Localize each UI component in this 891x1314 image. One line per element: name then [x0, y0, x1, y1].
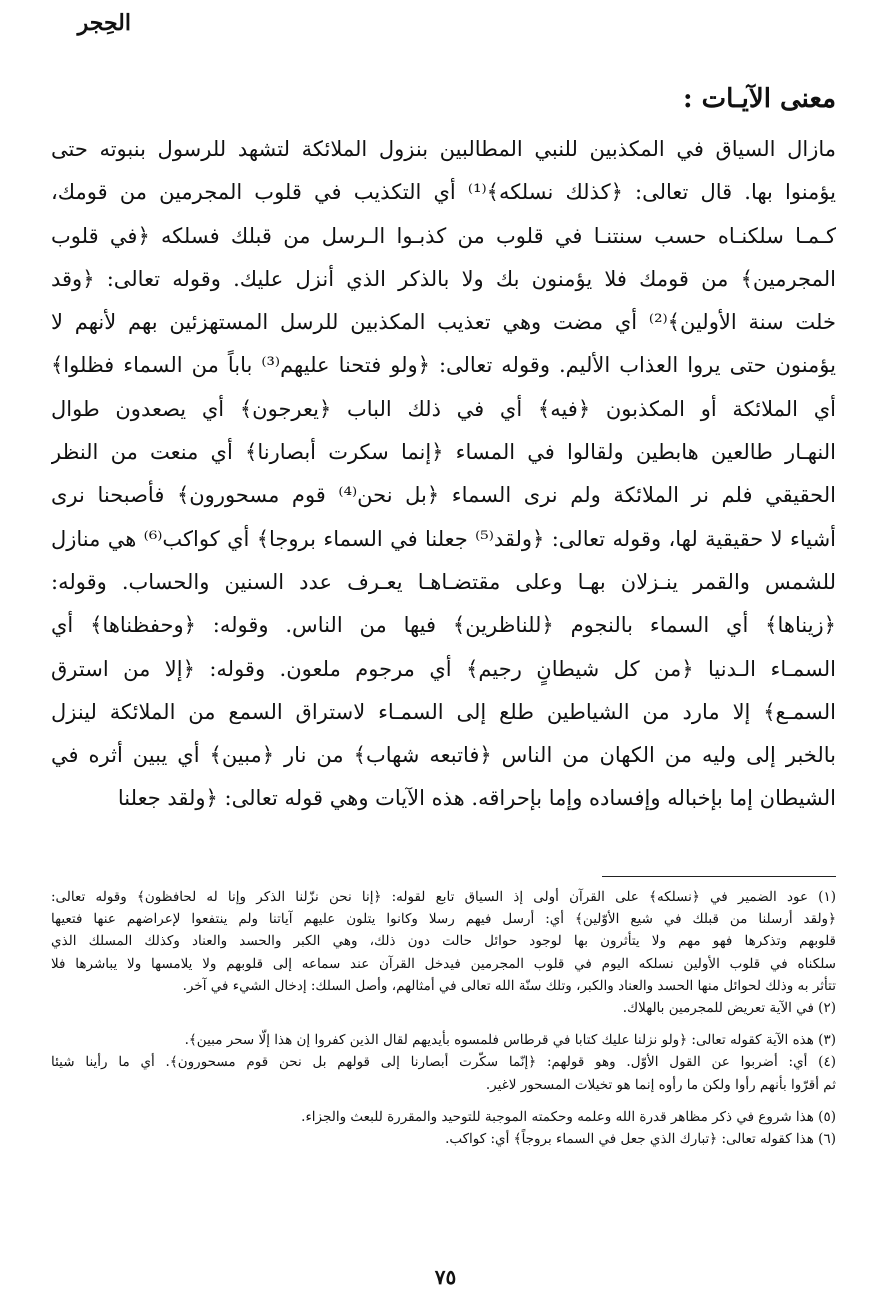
footnote-line: (٢) في الآية تعريض للمجرمين بالهلاك.	[622, 999, 836, 1016]
footnote-line: (٦) هذا كقوله تعالى: ﴿تبارك الذي جعل في السماء بروجاً﴾ أي: كواكب.	[445, 1130, 836, 1147]
body-line: الحقيقي فلم نر الملائكة ولم نرى السماء ﴿بل نحن⁽⁴⁾ قوم مسحورون﴾ فأصبحنا نرى	[51, 483, 836, 508]
footnote-spacer	[51, 1096, 836, 1106]
body-text	[51, 128, 836, 821]
footnote-line: (٤) أي: أضربوا عن القول الأوّل. وهو قولهم: ﴿إنّما سكّرت أبصارنا إلى قولهم بل نحن قوم مسحورون﴾. أي ما رأينا شيئا	[51, 1054, 836, 1071]
body-line: كـمـا سلكنـاه حسب سنتنـا في قلوب من كذبـوا الـرسل من قبلك فسلكه ﴿في قلوب	[51, 223, 836, 248]
footnote-line: (١) عود الضمير في ﴿نسلكه﴾ على القرآن أولى إذ السياق تابع لقوله: ﴿إنا نحن نزّلنا الذكر وإنا له لحافظون﴾ وقوله تعالى:	[51, 889, 836, 905]
body-line: يؤمنون حتى يروا العذاب الأليم. وقوله تعالى: ﴿ولو فتحنا عليهم⁽³⁾ باباً من السماء فظلوا﴾	[51, 353, 836, 378]
footnotes	[51, 886, 836, 1150]
footnote-spacer	[51, 1019, 836, 1029]
body-line: الشيطان إما بإخباله وإفساده وإما بإحراقه. هذه الآيات وهي قوله تعالى: ﴿ولقد جعلنا	[117, 786, 836, 811]
body-line: المجرمين﴾ من قومك فلا يؤمنون بك ولا بالذكر الذي أنزل عليك. وقوله تعالى: ﴿وقد	[51, 266, 836, 291]
footnote-divider	[602, 876, 836, 877]
footnote-line: ثم أقرّوا بأنهم رأوا ولكن ما رأوه إنما هو تخيلات المسحور لاغير.	[485, 1076, 836, 1093]
footnote-line: قلوبهم وتذكرها فهو مهم ولا يتأثرون بها لوجود حوائل حالت دون ذلك، وهي الكبر والحسد والعناد وكذلك المسلك الذي	[51, 933, 836, 950]
footnote-line: (٣) هذه الآية كقوله تعالى: ﴿ولو نزلنا عليك كتابا في قرطاس فلمسوه بأيديهم لقال الذين كفروا إن هذا إلّا سحر مبين﴾.	[184, 1032, 836, 1049]
body-line: بالخبر إلى وليه من الكهان من الناس ﴿فاتبعه شهاب﴾ من نار ﴿مبين﴾ أي يبين أثره في	[51, 743, 836, 768]
body-line: مازال السياق في المكذبين للنبي المطالبين بنزول الملائكة لتشهد للرسول بنبوته حتى	[51, 137, 836, 161]
running-header-chapter-name: الحِجر	[77, 10, 131, 36]
body-line: أي الملائكة أو المكذبون ﴿فيه﴾ أي في ذلك الباب ﴿يعرجون﴾ أي يصعدون طوال	[51, 396, 836, 421]
body-line: ﴿زيناها﴾ أي السماء بالنجوم ﴿للناظرين﴾ فيها من الناس. وقوله: ﴿وحفظناها﴾ أي	[51, 613, 836, 638]
body-line: السمـع﴾ إلا مارد من الشياطين طلع إلى السمـاء لاستراق السمع من الملائكة لينزل	[51, 699, 836, 724]
page-number: ٧٥	[434, 1265, 457, 1289]
body-line: للشمس والقمر ينـزلان بهـا وعلى مقتضـاهـا يعـرف عدد السنين والحساب. وقوله:	[51, 569, 836, 594]
body-line: يؤمنوا بها. قال تعالى: ﴿كذلك نسلكه﴾⁽¹⁾ أي التكذيب في قلوب المجرمين من قومك،	[51, 180, 836, 205]
footnote-line: تتأثر به وذلك لحوائل منها الحسد والعناد والكبر، وتلك سنّة الله تعالى في أمثالهم، وأصل السلك: إدخال الشيء في آخر.	[182, 977, 836, 994]
body-line: السمـاء الـدنيا ﴿من كل شيطانٍ رجيم﴾ أي مرجوم ملعون. وقوله: ﴿إلا من استرق	[51, 656, 836, 681]
footnote-line: ﴿ولقد أرسلنا من قبلك في شيع الأوّلين﴾ أي: أرسل فيهم رسلا وكانوا يتلون عليهم آياتنا ولم ينتفعوا لإعراضهم عنها فتعيها	[51, 911, 836, 928]
footnote-line: سلكناه في قلوب الأولين نسلكه اليوم في قلوب المجرمين فيدخل القرآن عند سماعه إلى قلوبهم ولا يلامسها ولا يباشرها فلا	[51, 955, 836, 972]
body-line: أشياء لا حقيقية لها، وقوله تعالى: ﴿ولقد⁽⁵⁾ جعلنا في السماء بروجا﴾ أي كواكب⁽⁶⁾ هي منازل	[51, 526, 836, 551]
body-line: النهـار طالعين هابطين ولقالوا في المساء ﴿إنما سكرت أبصارنا﴾ أي منعت من النظر	[51, 440, 836, 465]
footnote-line: (٥) هذا شروع في ذكر مظاهر قدرة الله وعلمه وحكمته الموجبة للتوحيد والمقررة للبعث والجزاء.	[301, 1108, 836, 1125]
body-line: خلت سنة الأولين﴾⁽²⁾ أي مضت وهي تعذيب المكذبين للرسل المستهزئين بهم لأنهم لا	[51, 310, 836, 335]
section-heading: معنى الآيـات :	[683, 84, 836, 114]
